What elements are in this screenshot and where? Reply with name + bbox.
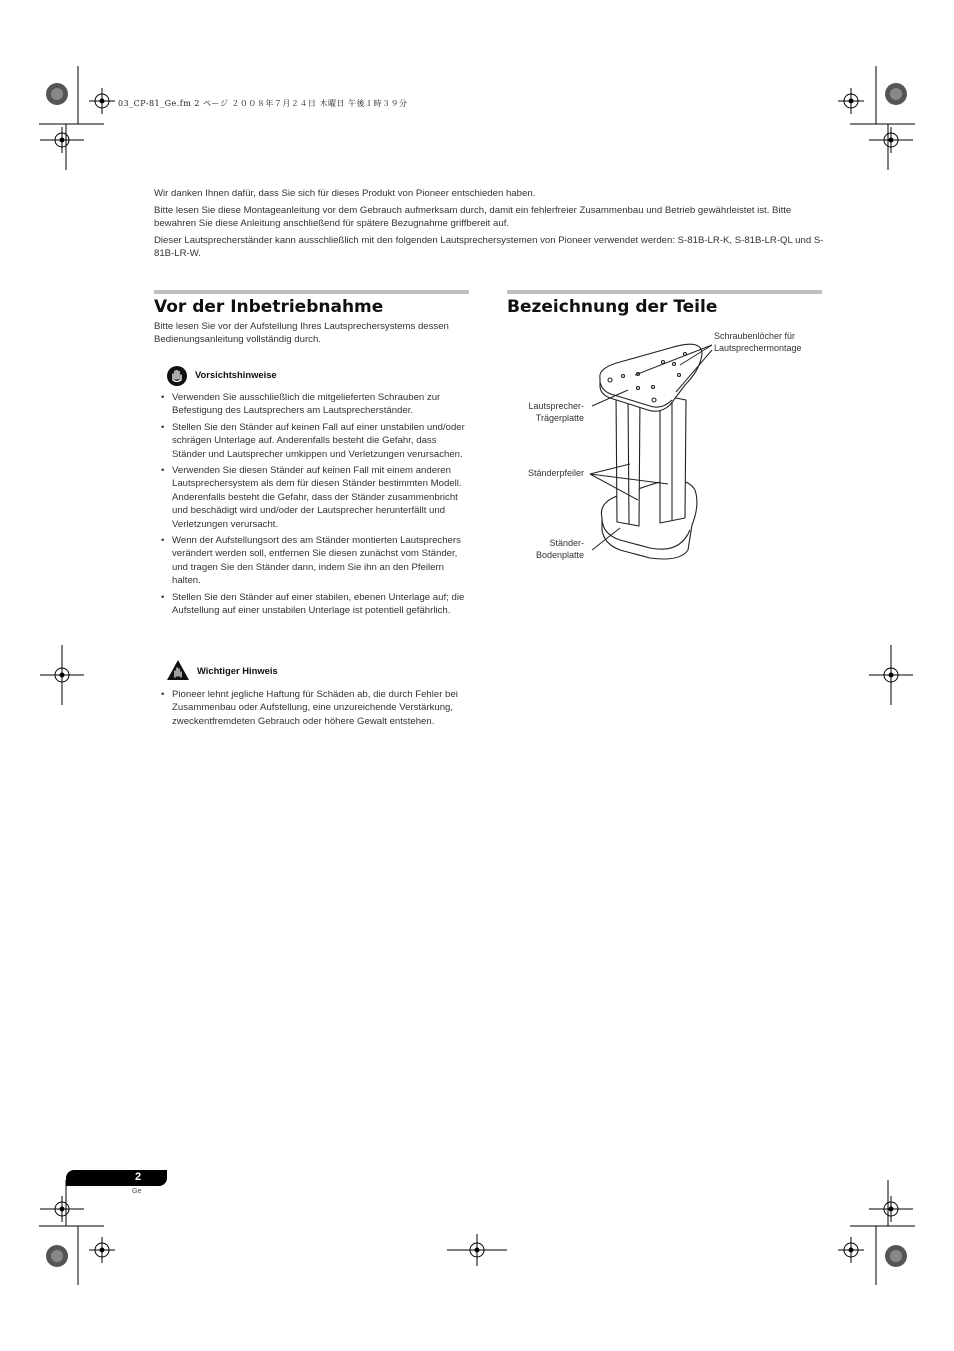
file-header: 03_CP-81_Ge.fm 2 ページ ２００８年７月２４日 木曜日 午後１時３９分	[118, 99, 408, 108]
warning-icon	[166, 659, 190, 681]
section-rule	[507, 290, 822, 294]
section-lead: Bitte lesen Sie vor der Aufstellung Ihres Lautsprechersystems dessen Bedienungsanleitung vollständig durch.	[154, 321, 449, 345]
caution-list	[154, 391, 468, 621]
language-code: Ge	[132, 1188, 142, 1195]
label-screw-holes: Schraubenlöcher für Lautsprechermontage	[714, 331, 802, 353]
section-title-left: Vor der Inbetriebnahme	[154, 297, 384, 317]
label-top-plate: Lautsprecher- Trägerplatte	[528, 401, 584, 423]
section-rule	[154, 290, 469, 294]
section-title-right: Bezeichnung der Teile	[507, 297, 718, 317]
caution-title: Vorsichtshinweise	[195, 369, 277, 380]
page-number-tab	[66, 1170, 167, 1186]
notice-list	[154, 688, 468, 731]
list-item: • Wenn der Aufstellungsort des am Ständer montierten Lautsprechers verändert werden soll, entfernen Sie diesen zunächst vom Ständer, und tragen Sie den Ständer dann, indem Sie ihn an den Pfeilern halten.	[161, 535, 461, 587]
callout-lines	[580, 340, 720, 560]
intro-paragraph: Wir danken Ihnen dafür, dass Sie sich für dieses Produkt von Pioneer entschieden haben.	[154, 188, 536, 199]
list-item: • Stellen Sie den Ständer auf keinen Fall auf einer unstabilen und/oder schrägen Unterlage auf. Anderenfalls besteht die Gefahr, dass Ständer und Lautsprecher umkippen und Verletzungen verursachen.	[161, 421, 465, 460]
page-number: 2	[134, 1171, 142, 1183]
list-item: • Verwenden Sie diesen Ständer auf keinen Fall mit einem anderen Lautsprechersystem als dem für diesen Ständer bestimmten Modell. Anderenfalls besteht die Gefahr, dass der Ständer zusammenbricht und beschädigt wird und/oder der Lautsprecher herunterfällt und Verletzungen verursacht.	[161, 465, 462, 530]
caution-hand-icon	[166, 365, 188, 387]
list-item: • Pioneer lehnt jegliche Haftung für Schäden ab, die durch Fehler bei Zusammenbau oder Aufstellung, eine unzureichende Verstärkung, zweckentfremdeten Gebrauch oder höhere Gewalt entstehen.	[161, 689, 458, 727]
list-item: • Stellen Sie den Ständer auf einer stabilen, ebenen Unterlage auf; die Aufstellung auf einer unstabilen Unterlage ist potentiell gefährlich.	[161, 591, 465, 617]
label-pillar: Ständerpfeiler	[527, 468, 584, 478]
intro-paragraph: Dieser Lautsprecherständer kann ausschließlich mit den folgenden Lautsprechersystemen von Pioneer verwendet werden: S-81B-LR-K, S-81B-LR-QL und S-81B-LR-W.	[154, 235, 824, 259]
intro-paragraph: Bitte lesen Sie diese Montageanleitung vor dem Gebrauch aufmerksam durch, damit ein fehlerfreier Zusammenbau und Betrieb gewährleistet ist. Bitte bewahren Sie diese Anleitung anschließend für spätere Bezugnahme griffbereit auf.	[154, 205, 792, 229]
intro-text	[154, 187, 824, 264]
list-item: • Verwenden Sie ausschließlich die mitgelieferten Schrauben zur Befestigung des Lautsprechers am Lautsprecherständer.	[161, 392, 441, 417]
label-base-plate: Ständer- Bodenplatte	[535, 538, 584, 560]
notice-title: Wichtiger Hinweis	[197, 665, 278, 676]
